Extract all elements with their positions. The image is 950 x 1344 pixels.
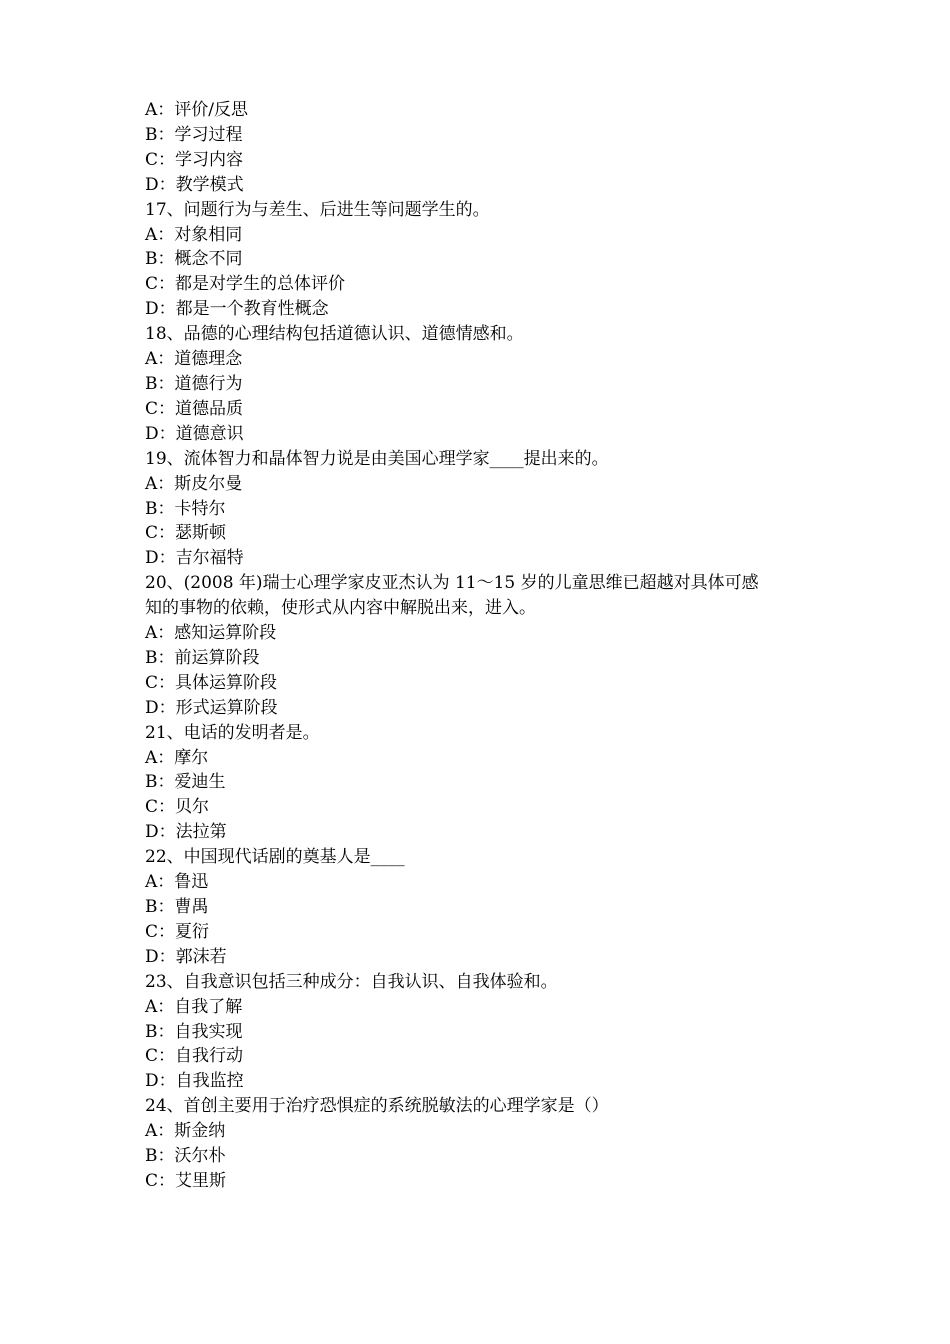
question-19: 19、流体智力和晶体智力说是由美国心理学家____提出来的。 bbox=[145, 448, 609, 469]
option-line: D：自我监控 bbox=[145, 1071, 244, 1092]
option-line: B：概念不同 bbox=[145, 249, 243, 270]
option-line: A：自我了解 bbox=[145, 996, 243, 1017]
option-line: A：鲁迅 bbox=[145, 872, 209, 893]
option-line: A：斯皮尔曼 bbox=[145, 473, 243, 494]
option-line: B：卡特尔 bbox=[145, 498, 226, 519]
question-23: 23、自我意识包括三种成分：自我认识、自我体验和。 bbox=[145, 971, 558, 992]
option-line: B：自我实现 bbox=[145, 1021, 243, 1042]
option-line: D：法拉第 bbox=[145, 822, 227, 843]
option-line: B：前运算阶段 bbox=[145, 647, 260, 668]
option-line: C：贝尔 bbox=[145, 797, 210, 818]
option-line: A：摩尔 bbox=[145, 747, 209, 768]
option-line: A：感知运算阶段 bbox=[145, 623, 277, 644]
option-line: D：形式运算阶段 bbox=[145, 697, 278, 718]
option-line: A：道德理念 bbox=[145, 349, 243, 370]
question-21: 21、电话的发明者是。 bbox=[145, 722, 320, 743]
option-line: C：瑟斯顿 bbox=[145, 523, 227, 544]
question-24: 24、首创主要用于治疗恐惧症的系统脱敏法的心理学家是（） bbox=[145, 1096, 609, 1117]
option-line: B：道德行为 bbox=[145, 373, 243, 394]
option-line: C：具体运算阶段 bbox=[145, 672, 278, 693]
question-20-continued: 知的事物的依赖，使形式从内容中解脱出来，进入。 bbox=[145, 598, 536, 619]
question-18: 18、品德的心理结构包括道德认识、道德情感和。 bbox=[145, 324, 524, 345]
option-line: D：吉尔福特 bbox=[145, 548, 244, 569]
option-line: B：爱迪生 bbox=[145, 772, 226, 793]
option-line: A：评价/反思 bbox=[145, 100, 249, 120]
option-line: C：都是对学生的总体评价 bbox=[145, 274, 346, 295]
question-list bbox=[145, 98, 815, 1194]
question-22: 22、中国现代话剧的奠基人是____ bbox=[145, 847, 405, 868]
question-17: 17、问题行为与差生、后进生等问题学生的。 bbox=[145, 199, 490, 220]
option-line: C：夏衍 bbox=[145, 921, 210, 942]
option-line: D：教学模式 bbox=[145, 174, 244, 195]
option-line: D：道德意识 bbox=[145, 423, 244, 444]
option-line: C：自我行动 bbox=[145, 1046, 244, 1067]
option-line: A：对象相同 bbox=[145, 224, 243, 245]
option-line: B：学习过程 bbox=[145, 124, 243, 145]
option-line: B：曹禺 bbox=[145, 897, 209, 917]
option-line: D：郭沫若 bbox=[145, 946, 227, 967]
option-line: C：学习内容 bbox=[145, 149, 244, 170]
option-line: A：斯金纳 bbox=[145, 1121, 226, 1142]
option-line: C：艾里斯 bbox=[145, 1170, 227, 1191]
option-line: D：都是一个教育性概念 bbox=[145, 299, 329, 320]
question-20: 20、(2008 年)瑞士心理学家皮亚杰认为 11～15 岁的儿童思维已超越对具体可感 bbox=[145, 573, 759, 594]
option-line: B：沃尔朴 bbox=[145, 1146, 226, 1167]
option-line: C：道德品质 bbox=[145, 398, 244, 419]
